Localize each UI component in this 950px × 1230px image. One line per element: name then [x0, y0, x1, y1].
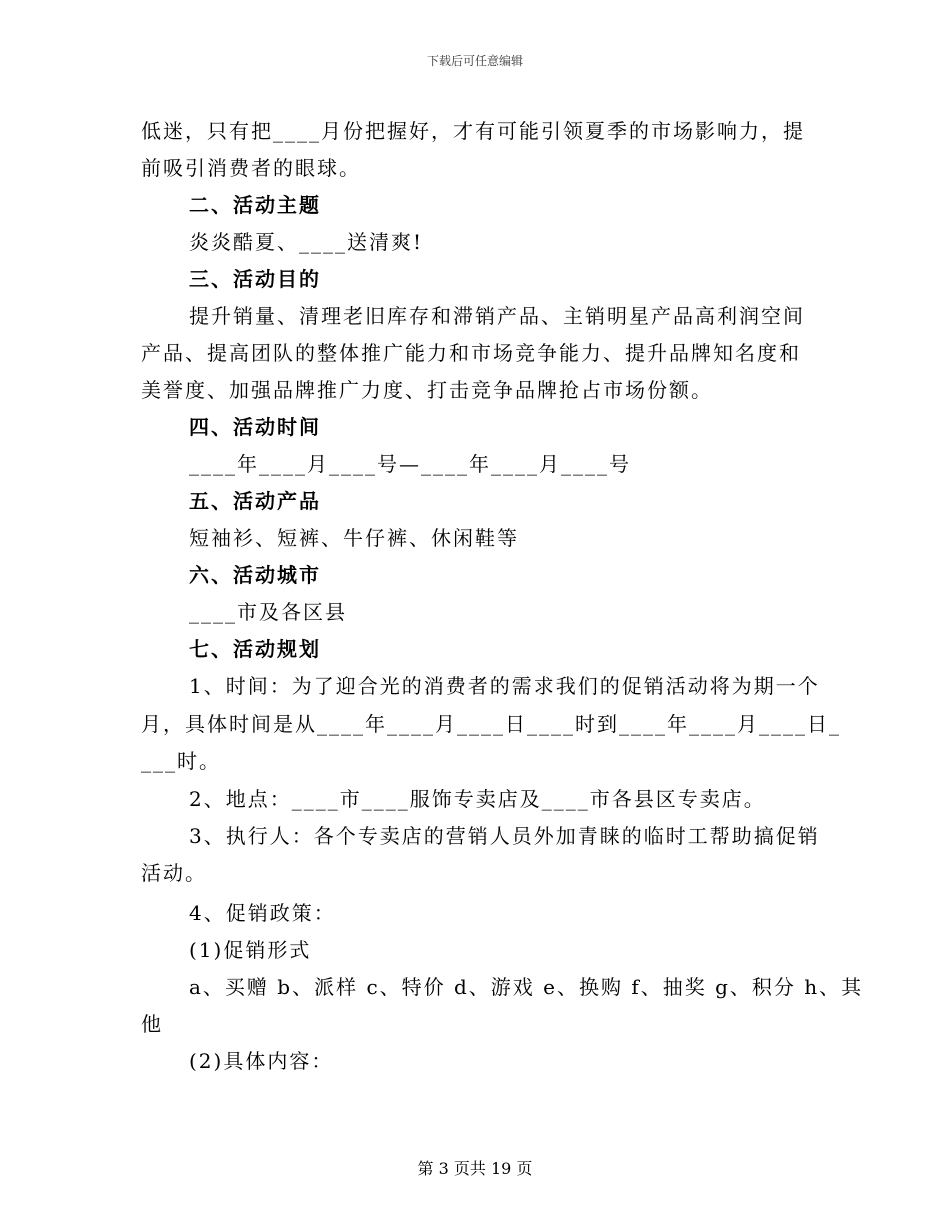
paragraph-line: 提升销量、清理老旧库存和滞销产品、主销明星产品高利润空间 — [189, 304, 805, 328]
paragraph-line: 前吸引消费者的眼球。 — [141, 156, 361, 180]
paragraph-line: 月，具体时间是从____年____月____日____时到____年____月____日_ — [141, 712, 841, 736]
paragraph-line: (1)促销形式 — [189, 938, 312, 962]
section-heading-purpose: 三、活动目的 — [189, 267, 321, 291]
page-footer: 第 3 页共 19 页 — [417, 1159, 533, 1178]
section-heading-time: 四、活动时间 — [189, 415, 321, 439]
paragraph-line: a、买赠 b、派样 c、特价 d、游戏 e、换购 f、抽奖 g、积分 h、其 — [189, 975, 864, 999]
paragraph-line: 低迷，只有把____月份把握好，才有可能引领夏季的市场影响力，提 — [141, 119, 805, 143]
section-heading-city: 六、活动城市 — [189, 563, 321, 587]
paragraph-line: (2)具体内容： — [189, 1049, 334, 1073]
paragraph-line: 2、地点：____市____服饰专卖店及____市各县区专卖店。 — [189, 787, 766, 811]
paragraph-line: 短袖衫、短裤、牛仔裤、休闲鞋等 — [189, 526, 519, 550]
section-heading-plan: 七、活动规划 — [189, 637, 321, 661]
section-heading-products: 五、活动产品 — [189, 489, 321, 513]
section-heading-theme: 二、活动主题 — [189, 193, 321, 217]
paragraph-line: 活动。 — [141, 861, 207, 885]
paragraph-line: 产品、提高团队的整体推广能力和市场竞争能力、提升品牌知名度和 — [141, 341, 801, 365]
page-header: 下载后可任意编辑 — [426, 54, 523, 68]
paragraph-line: 他 — [141, 1012, 163, 1036]
paragraph-line: 炎炎酷夏、____送清爽! — [189, 230, 424, 254]
paragraph-line: 1、时间：为了迎合光的消费者的需求我们的促销活动将为期一个 — [189, 674, 820, 698]
paragraph-line: ___时。 — [141, 749, 221, 773]
paragraph-line: ____年____月____号—____年____月____号 — [189, 452, 631, 476]
paragraph-line: 4、促销政策： — [189, 901, 336, 925]
paragraph-line: ____市及各区县 — [189, 600, 347, 624]
paragraph-line: 3、执行人：各个专卖店的营销人员外加青睐的临时工帮助搞促销 — [189, 824, 820, 848]
paragraph-line: 美誉度、加强品牌推广力度、打击竞争品牌抢占市场份额。 — [141, 378, 713, 402]
